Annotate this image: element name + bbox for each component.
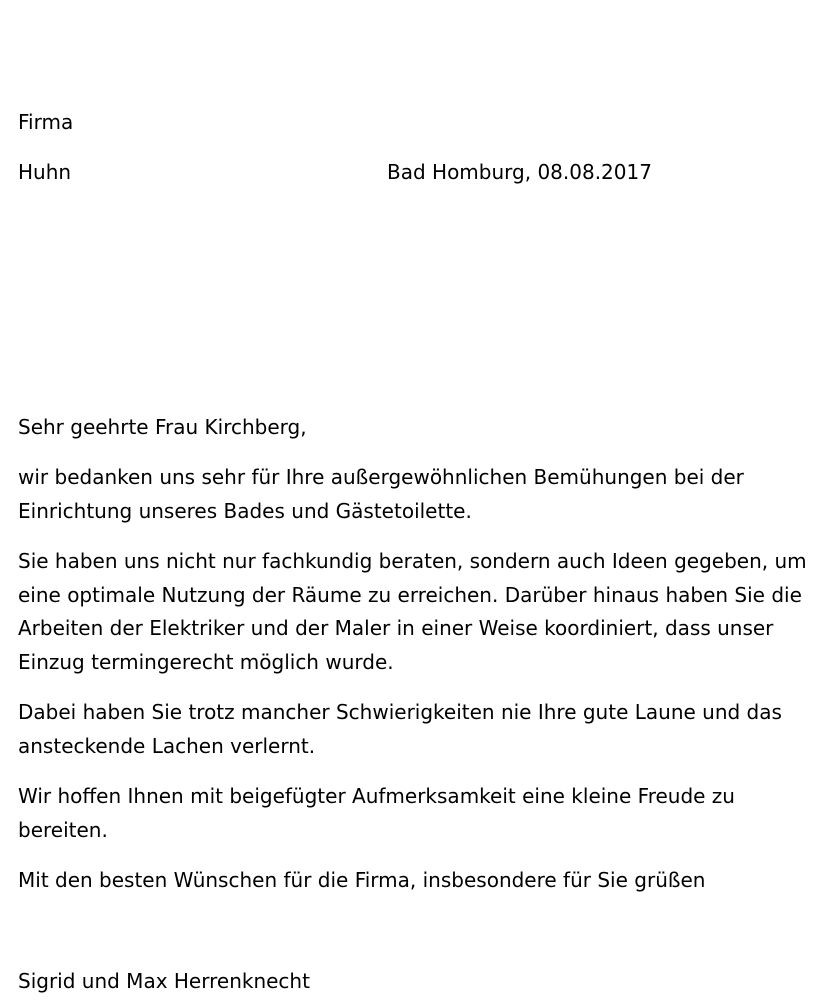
- paragraph-line: Einzug termingerecht möglich wurde.: [18, 649, 394, 674]
- paragraph-line: Arbeiten der Elektriker und der Maler in einer Weise koordiniert, dass unser: [18, 616, 774, 640]
- paragraph-1: [18, 461, 818, 528]
- paragraph-line: Sie haben uns nicht nur fachkundig beraten, sondern auch Ideen gegeben, um: [18, 549, 807, 573]
- sender-line-1: Firma: [18, 110, 74, 134]
- paragraph-line: wir bedanken uns sehr für Ihre außergewöhnlichen Bemühungen bei der: [18, 465, 744, 489]
- sender-line-2: Huhn: [18, 160, 72, 184]
- paragraph-2: [18, 545, 818, 679]
- paragraph-line: ansteckende Lachen verlernt.: [18, 733, 316, 758]
- paragraph-line: eine optimale Nutzung der Räume zu erreichen. Darüber hinaus haben Sie die: [18, 582, 802, 607]
- place-date: Bad Homburg, 08.08.2017: [387, 160, 652, 184]
- paragraph-line: Einrichtung unseres Bades und Gästetoilette.: [18, 498, 472, 523]
- paragraph-line: bereiten.: [18, 817, 108, 842]
- signature: Sigrid und Max Herrenknecht: [18, 969, 310, 993]
- paragraph-line: Dabei haben Sie trotz mancher Schwierigkeiten nie Ihre gute Laune und das: [18, 700, 782, 724]
- paragraph-3: [18, 696, 818, 763]
- closing: Mit den besten Wünschen für die Firma, insbesondere für Sie grüßen: [18, 868, 706, 892]
- paragraph-4: [18, 780, 818, 847]
- paragraph-line: Wir hoffen Ihnen mit beigefügter Aufmerksamkeit eine kleine Freude zu: [18, 784, 735, 808]
- salutation: Sehr geehrte Frau Kirchberg,: [18, 415, 307, 439]
